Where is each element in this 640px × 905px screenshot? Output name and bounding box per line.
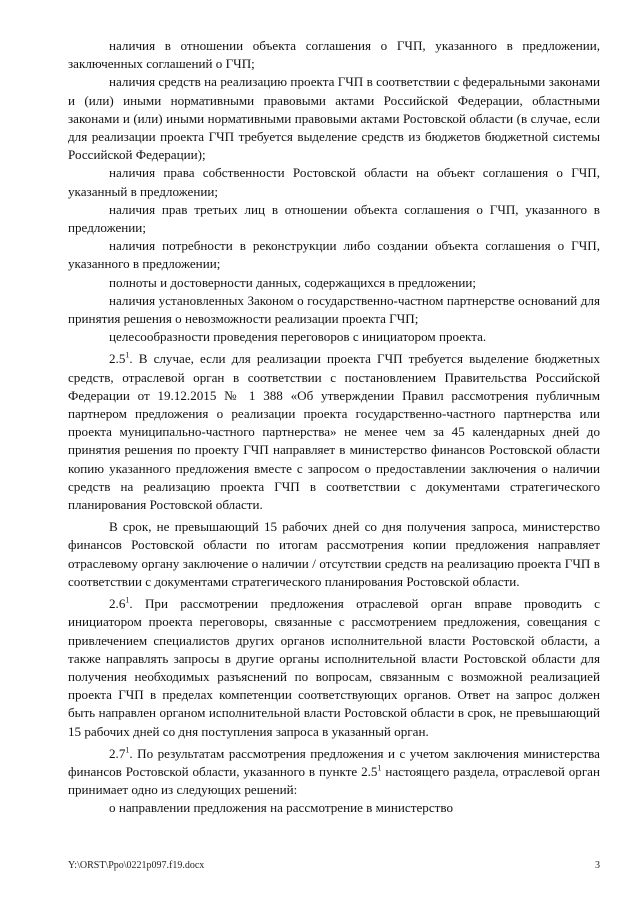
page-footer [68, 857, 600, 871]
clause-superscript: 1 [125, 745, 130, 755]
clause-number: 2.6 [109, 596, 126, 612]
paragraph: наличия потребности в реконструкции либо создании объекта соглашения о ГЧП, указанного в предложении; [68, 238, 600, 272]
clause-2-7-1 [68, 745, 600, 800]
paragraph: наличия права собственности Ростовской области на объект соглашения о ГЧП, указанный в предложении; [68, 165, 600, 199]
paragraph: полноты и достоверности данных, содержащихся в предложении; [109, 274, 476, 290]
clause-2-6-1 [68, 595, 600, 741]
reference-superscript: 1 [377, 763, 382, 773]
clause-2-5-1 [68, 350, 600, 514]
paragraph: наличия установленных Законом о государственно-частном партнерстве оснований для принятия решения о невозможности реализации проекта ГЧП; [68, 292, 600, 327]
paragraph: наличия в отношении объекта соглашения о ГЧП, указанного в предложении, заключенных соглашений о ГЧП; [68, 38, 600, 72]
clause-text: . В случае, если для реализации проекта ГЧП требуется выделение бюджетных средств, отраслевой орган в соответствии с постановлением Правительства Российской Федерации от 19.12.2015 № 1 388 «Об утверждении Правил рассмотрения публичным партнером предложения о реализации проекта государственно-частного партнерства или проекта муниципально-частного партнерства» не менее чем за 45 календарных дней до принятия решения по проекту ГЧП направляет в министерство финансов Ростовской области копию указанного предложения вместе с запросом о предоставлении заключения о наличии средств на реализацию проекта ГЧП в соответствии с документами стратегического планирования Ростовской области. [68, 351, 600, 513]
paragraph: о направлении предложения на рассмотрение в министерство [109, 800, 453, 816]
document-body [68, 37, 600, 818]
clause-text: . При рассмотрении предложения отраслевой орган вправе проводить с инициатором проекта переговоры, связанные с рассмотрением предложения, совещания с привлечением специалистов других органов исполнительной власти Ростовской области, а также направлять запросы в другие органы исполнительной власти Ростовской области для получения необходимых разъяснений по вопросам, связанным с возможной реализацией проекта ГЧП в пределах компетенции соответствующих органов. Ответ на запрос должен быть направлен органом исполнительной власти Ростовской области в срок, не превышающий 15 рабочих дней со дня поступления запроса в указанный орган. [68, 596, 600, 739]
paragraph: целесообразности проведения переговоров с инициатором проекта. [109, 329, 487, 345]
clause-number: 2.7 [109, 745, 126, 761]
clause-reference: 2.5 [361, 763, 378, 779]
clause-text-tail: настоящего раздела, отраслевой орган принимает одно из следующих решений: [68, 763, 601, 798]
paragraph: наличия прав третьих лиц в отношении объекта соглашения о ГЧП, указанного в предложении; [68, 201, 600, 236]
page-number: 3 [595, 860, 600, 871]
paragraph: наличия средств на реализацию проекта ГЧП в соответствии с федеральными законами и (или) иными нормативными правовыми актами Российской Федерации, областными законами и (или) иными нормативными правовыми актами Ростовской области (в случае, если для реализации проекта ГЧП требуется выделение средств из бюджетов бюджетной системы Российской Федерации); [68, 74, 600, 163]
file-path: Y:\ORST\Ppo\0221p097.f19.docx [68, 860, 205, 871]
clause-number: 2.5 [109, 351, 126, 367]
clause-superscript: 1 [125, 595, 130, 605]
clause-text: . По результатам рассмотрения предложения и с учетом заключения министерства финансов Ростовской области, указанного в пункте [68, 745, 600, 779]
clause-superscript: 1 [125, 351, 130, 361]
paragraph: В срок, не превышающий 15 рабочих дней со дня получения запроса, министерство финансов Ростовской области по итогам рассмотрения копии предложения направляет отраслевому органу заключение о наличии / отсутствии средств на реализацию проекта ГЧП в соответствии с документами стратегического планирования Ростовской области. [68, 519, 600, 589]
